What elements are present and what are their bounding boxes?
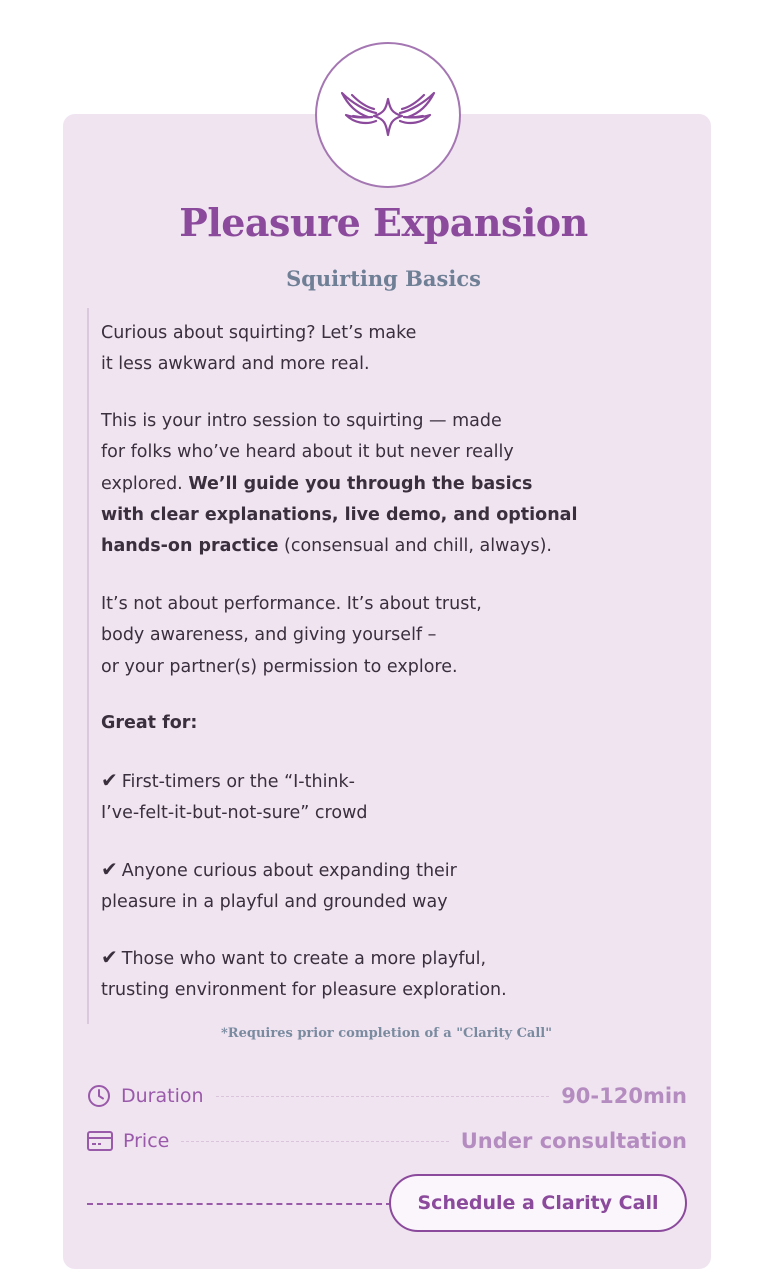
session-line-5-plain: (consensual and chill, always). <box>278 536 552 557</box>
item-line-1: First-timers or the “I-think- <box>121 772 355 792</box>
checkmark-icon: ✔ <box>101 945 118 969</box>
duration-value: 90-120min <box>561 1084 687 1108</box>
intro-paragraph <box>101 318 621 381</box>
item-line-2: trusting environment for pleasure exploration. <box>101 980 507 1001</box>
cta-dashed-line <box>87 1203 392 1205</box>
checkmark-icon: ✔ <box>101 857 118 881</box>
checkmark-icon: ✔ <box>101 768 118 792</box>
session-paragraph <box>101 406 621 562</box>
list-item <box>101 854 621 919</box>
duration-label: Duration <box>121 1085 204 1107</box>
schedule-clarity-call-button[interactable]: Schedule a Clarity Call <box>389 1174 687 1232</box>
session-line-4-bold: with clear explanations, live demo, and optional <box>101 504 578 525</box>
trust-line-2: body awareness, and giving yourself – <box>101 625 437 646</box>
price-label: Price <box>123 1130 170 1152</box>
service-title: Pleasure Expansion <box>179 200 588 245</box>
list-item <box>101 765 621 830</box>
service-description <box>87 308 647 1024</box>
session-line-1: This is your intro session to squirting — made <box>101 411 502 431</box>
intro-line-2: it less awkward and more real. <box>101 354 370 375</box>
session-line-3-plain: explored. <box>101 473 189 494</box>
leader-dots <box>181 1141 448 1142</box>
service-emblem <box>315 42 461 188</box>
trust-line-1: It’s not about performance. It’s about trust, <box>101 594 482 614</box>
service-subtitle: Squirting Basics <box>286 266 481 291</box>
intro-line-1: Curious about squirting? Let’s make <box>101 323 417 343</box>
trust-paragraph <box>101 589 621 683</box>
leader-dots <box>216 1096 550 1097</box>
list-item <box>101 942 621 1007</box>
credit-card-icon <box>87 1130 113 1152</box>
winged-star-icon <box>338 87 438 143</box>
item-line-2: I’ve-felt-it-but-not-sure” crowd <box>101 803 368 824</box>
great-for-heading: Great for: <box>101 713 198 733</box>
price-row <box>87 1126 687 1156</box>
prerequisite-note: *Requires prior completion of a "Clarity Call" <box>221 1026 552 1041</box>
duration-row <box>87 1081 687 1111</box>
session-line-3-bold: We’ll guide you through the basics <box>188 473 533 494</box>
clock-icon <box>87 1084 111 1108</box>
item-line-1: Those who want to create a more playful, <box>121 949 487 969</box>
item-line-1: Anyone curious about expanding their <box>121 861 457 881</box>
item-line-2: pleasure in a playful and grounded way <box>101 892 448 913</box>
session-line-5-bold: hands-on practice <box>101 536 279 557</box>
trust-line-3: or your partner(s) permission to explore. <box>101 656 458 677</box>
session-line-2: for folks who’ve heard about it but never really <box>101 442 514 463</box>
price-value: Under consultation <box>460 1129 687 1153</box>
